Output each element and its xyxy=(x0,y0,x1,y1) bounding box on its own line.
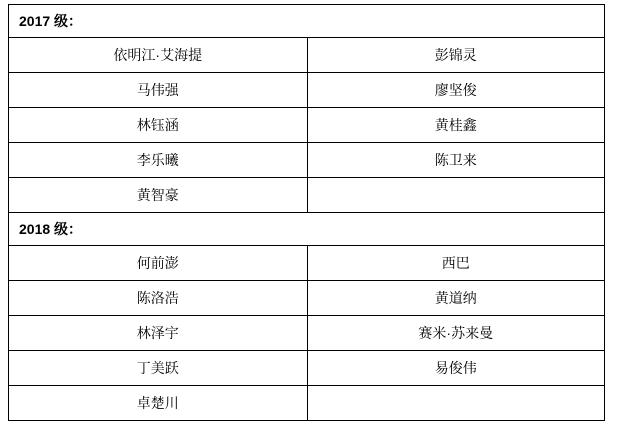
table-row xyxy=(9,281,605,316)
table-row xyxy=(9,246,605,281)
roster-table-body xyxy=(9,0,605,421)
name-cell: 林泽宇 xyxy=(9,316,308,351)
table-row xyxy=(9,316,605,351)
name-cell: 林钰涵 xyxy=(9,108,308,143)
name-cell: 黄道纳 xyxy=(307,281,605,316)
name-cell: 陈洛浩 xyxy=(9,281,308,316)
group-heading-2017: 2017 级： xyxy=(9,5,605,38)
name-cell: 易俊伟 xyxy=(307,351,605,386)
name-cell: 依明江·艾海提 xyxy=(9,38,308,73)
name-cell: 赛米·苏来曼 xyxy=(307,316,605,351)
table-row xyxy=(9,351,605,386)
name-cell: 卓楚川 xyxy=(9,386,308,421)
name-cell: 李乐曦 xyxy=(9,143,308,178)
table-row xyxy=(9,178,605,213)
name-cell: 黄智豪 xyxy=(9,178,308,213)
table-row xyxy=(9,108,605,143)
name-cell-empty xyxy=(307,386,605,421)
group-heading-row-2018 xyxy=(9,213,605,246)
name-cell: 陈卫来 xyxy=(307,143,605,178)
name-cell: 彭锦灵 xyxy=(307,38,605,73)
name-cell: 黄桂鑫 xyxy=(307,108,605,143)
group-heading-row-2017 xyxy=(9,5,605,38)
group-heading-2018: 2018 级： xyxy=(9,213,605,246)
table-row xyxy=(9,143,605,178)
roster-table xyxy=(8,0,605,421)
table-row xyxy=(9,73,605,108)
name-cell-empty xyxy=(307,178,605,213)
name-cell: 廖坚俊 xyxy=(307,73,605,108)
table-row xyxy=(9,38,605,73)
name-cell: 西巴 xyxy=(307,246,605,281)
name-cell: 何前澎 xyxy=(9,246,308,281)
name-cell: 马伟强 xyxy=(9,73,308,108)
name-cell: 丁美跃 xyxy=(9,351,308,386)
table-row xyxy=(9,386,605,421)
